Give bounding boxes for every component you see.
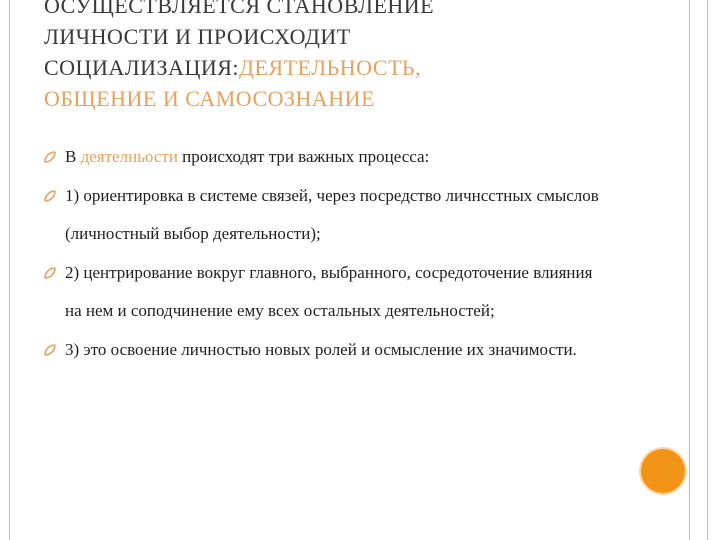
slide-title	[44, 0, 604, 114]
frame-line-left	[9, 0, 10, 540]
list-item	[44, 177, 604, 254]
list-item	[44, 254, 604, 331]
title-line-1: ОСУЩЕСТВЛЯЕТСЯ СТАНОВЛЕНИЕ	[44, 0, 435, 18]
bullet-text: 2) центрирование вокруг главного, выбранного, сосредоточение влияния на нем и соподчинение ему всех остальных деятельностей;	[65, 262, 593, 320]
decorative-circle	[641, 449, 685, 493]
bullet-icon	[44, 151, 56, 163]
bullet-suffix: происходят три важных процесса:	[177, 147, 430, 166]
title-line-3	[44, 52, 604, 83]
bullet-text: 1) ориентировка в системе связей, через посредство личнсстных смыслов (личностный выбор деятельности);	[65, 185, 599, 243]
frame-line-right-inner	[689, 0, 690, 540]
title-line-4: ОБЩЕНИЕ И САМОСОЗНАНИЕ	[44, 86, 376, 111]
title-line-3-accent: ДЕЯТЕЛЬНОСТЬ,	[239, 55, 422, 80]
bullet-prefix: В	[65, 147, 81, 166]
bullet-text	[65, 138, 604, 177]
frame-line-right-outer	[707, 0, 708, 540]
title-line-2: ЛИЧНОСТИ И ПРОИСХОДИТ	[44, 24, 351, 49]
list-item	[44, 138, 604, 177]
list-item	[44, 331, 604, 370]
bullet-highlight: деятелньости	[80, 147, 178, 166]
bullet-icon	[44, 190, 56, 202]
bullet-icon	[44, 267, 56, 279]
bullet-icon	[44, 344, 56, 356]
bullet-list	[44, 138, 604, 369]
bullet-text: 3) это освоение личностью новых ролей и осмысление их значимости.	[65, 339, 577, 359]
title-line-3-plain: СОЦИАЛИЗАЦИЯ:	[44, 55, 240, 80]
